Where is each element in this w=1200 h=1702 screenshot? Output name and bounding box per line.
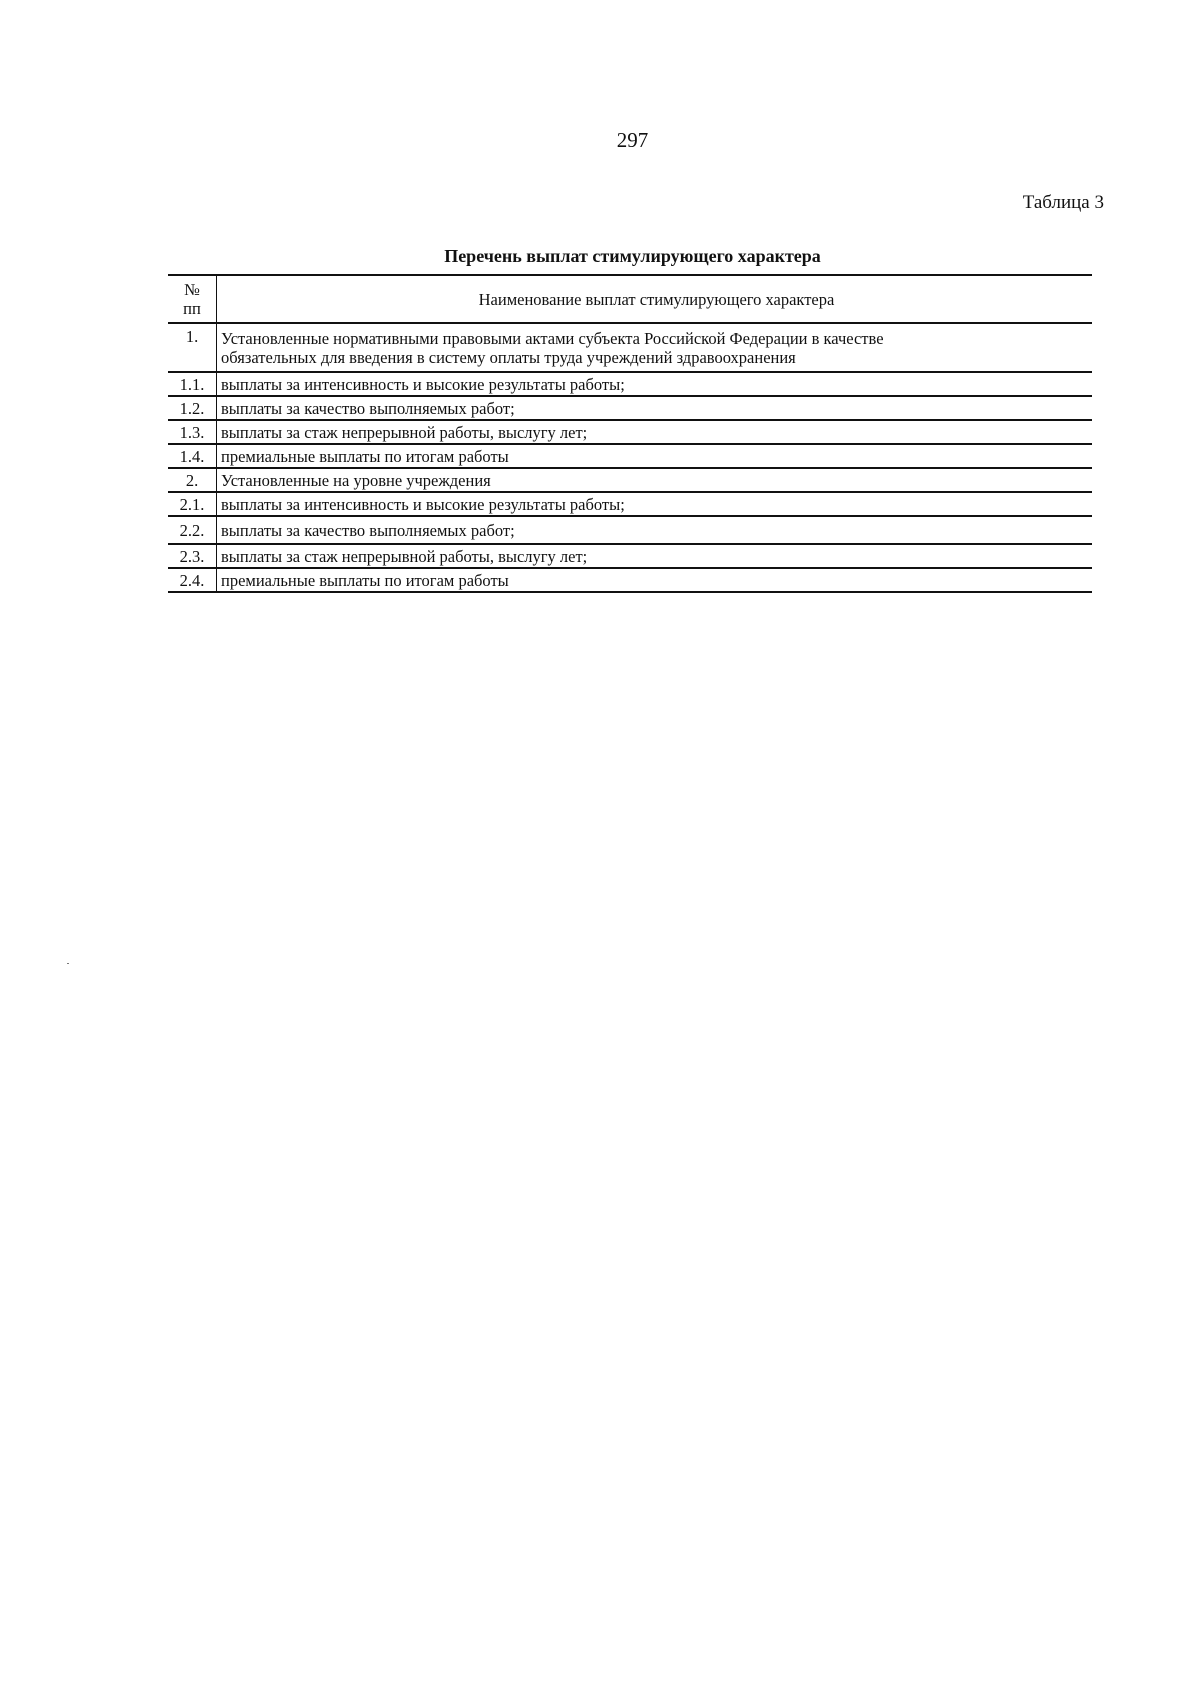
table-row [168, 444, 1092, 468]
table-header-row [168, 275, 1092, 323]
table-row [168, 516, 1092, 544]
table-row [168, 396, 1092, 420]
row-number: 1.1. [168, 372, 217, 396]
header-number: № пп [168, 275, 217, 323]
row-text: премиальные выплаты по итогам работы [221, 446, 509, 466]
table-row [168, 492, 1092, 516]
table-row [168, 468, 1092, 492]
table-row [168, 568, 1092, 592]
row-text: выплаты за интенсивность и высокие результаты работы; [221, 494, 625, 514]
row-number: 1. [168, 323, 217, 372]
table-row [168, 544, 1092, 568]
payments-table [168, 274, 1092, 593]
row-number: 2. [168, 468, 217, 492]
table-caption: Таблица 3 [1022, 192, 1104, 213]
table-row [168, 420, 1092, 444]
row-number: 1.4. [168, 444, 217, 468]
table-row [168, 323, 1092, 372]
row-number: 2.1. [168, 492, 217, 516]
row-text: выплаты за стаж непрерывной работы, выслугу лет; [221, 546, 588, 566]
row-text: Установленные на уровне учреждения [221, 470, 491, 490]
page-number: 297 [616, 128, 649, 152]
table-title: Перечень выплат стимулирующего характера [444, 246, 821, 266]
row-number: 1.2. [168, 396, 217, 420]
row-number: 2.2. [168, 516, 217, 544]
row-text: выплаты за интенсивность и высокие результаты работы; [221, 374, 625, 394]
row-text: Установленные нормативными правовыми актами субъекта Российской Федерации в качестве обязательных для введения в систему оплаты труда учреждений здравоохранения [221, 328, 884, 367]
row-number: 2.4. [168, 568, 217, 592]
scan-speck [67, 963, 69, 964]
row-number: 2.3. [168, 544, 217, 568]
row-text: выплаты за качество выполняемых работ; [221, 520, 515, 540]
row-text: выплаты за качество выполняемых работ; [221, 398, 515, 418]
row-number: 1.3. [168, 420, 217, 444]
row-text: выплаты за стаж непрерывной работы, выслугу лет; [221, 422, 588, 442]
row-text: премиальные выплаты по итогам работы [221, 570, 509, 590]
header-name: Наименование выплат стимулирующего характера [478, 289, 835, 309]
table-row [168, 372, 1092, 396]
